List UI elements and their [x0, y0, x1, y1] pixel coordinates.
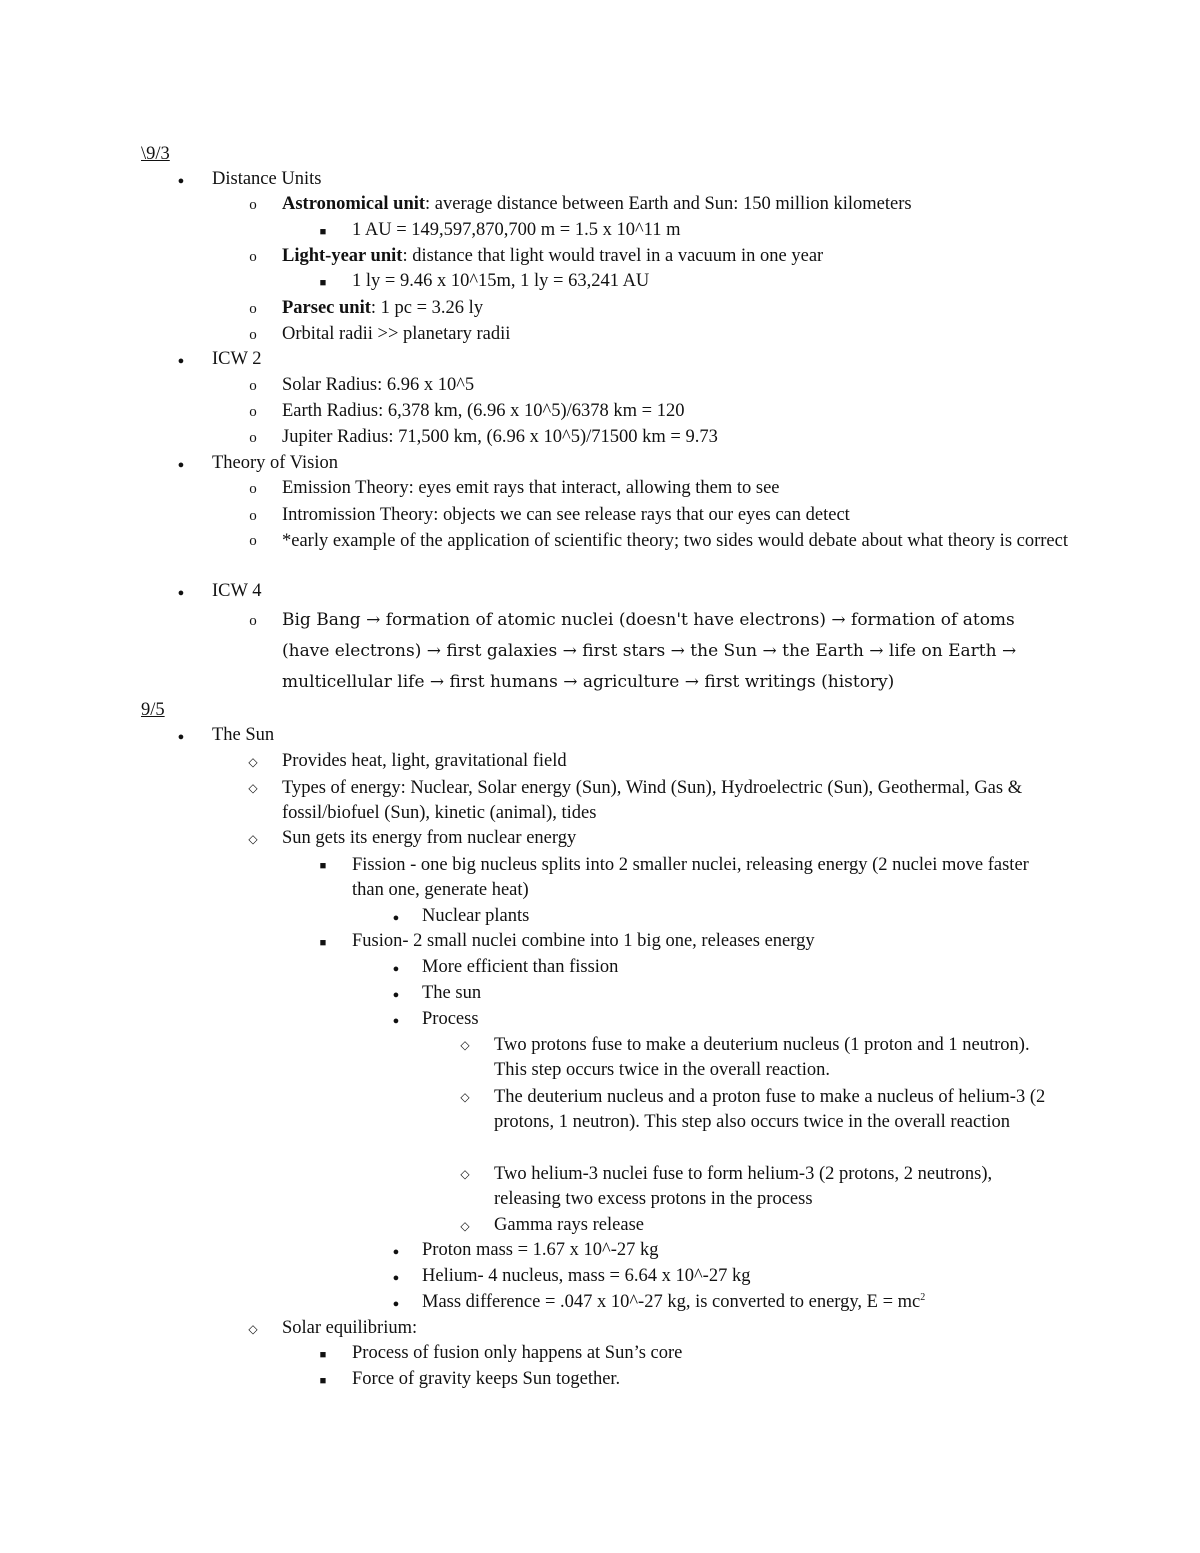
section-date: \9/3 [141, 144, 170, 164]
list-item: Gamma rays release [494, 1215, 644, 1235]
circle-bullet-icon [246, 374, 260, 397]
disc-bullet-icon [174, 452, 188, 476]
diamond-bullet-icon [246, 827, 260, 850]
section-date: 9/5 [141, 700, 165, 720]
list-item: Theory of Vision [212, 453, 338, 473]
disc-bullet-icon [389, 1265, 403, 1289]
list-item: Solar equilibrium: [282, 1318, 418, 1338]
term-label: Parsec unit [282, 298, 371, 318]
disc-bullet-icon [174, 348, 188, 372]
square-bullet-icon [316, 219, 330, 243]
list-item: Fission - one big nucleus splits into 2 smaller nuclei, releasing energy (2 nuclei move faster than one, generate heat) [352, 855, 1029, 900]
list-item: Proton mass = 1.67 x 10^-27 kg [422, 1240, 659, 1260]
list-item: Force of gravity keeps Sun together. [352, 1369, 621, 1389]
square-bullet-icon [316, 1368, 330, 1392]
square-bullet-icon [316, 930, 330, 954]
disc-bullet-icon [389, 1291, 403, 1315]
list-item [282, 245, 823, 267]
list-item: Provides heat, light, gravitational field [282, 751, 567, 771]
list-item [422, 1291, 925, 1313]
list-item [282, 297, 483, 319]
list-item: The sun [422, 983, 482, 1003]
term-definition: : distance that light would travel in a vacuum in one year [402, 246, 824, 266]
diamond-bullet-icon [458, 1162, 472, 1185]
list-item: Helium- 4 nucleus, mass = 6.64 x 10^-27 kg [422, 1266, 751, 1286]
circle-bullet-icon [246, 609, 260, 632]
diamond-bullet-icon [246, 776, 260, 799]
circle-bullet-icon [246, 245, 260, 268]
disc-bullet-icon [389, 1008, 403, 1032]
list-item: The deuterium nucleus and a proton fuse to make a nucleus of helium-3 (2 protons, 1 neutron). This step also occurs twice in the overall reaction [494, 1087, 1046, 1132]
list-item: Nuclear plants [422, 906, 530, 926]
list-item: Sun gets its energy from nuclear energy [282, 828, 577, 848]
circle-bullet-icon [246, 426, 260, 449]
list-item: 1 ly = 9.46 x 10^15m, 1 ly = 63,241 AU [352, 271, 650, 291]
circle-bullet-icon [246, 477, 260, 500]
list-item: ICW 2 [212, 349, 262, 369]
list-item: ICW 4 [212, 581, 262, 601]
list-item: The Sun [212, 725, 275, 745]
list-item: Jupiter Radius: 71,500 km, (6.96 x 10^5)/71500 km = 9.73 [282, 427, 718, 447]
term-definition: : 1 pc = 3.26 ly [370, 298, 484, 318]
diamond-bullet-icon [458, 1085, 472, 1108]
list-item: Two protons fuse to make a deuterium nucleus (1 proton and 1 neutron). This step occurs twice in the overall reaction. [494, 1035, 1030, 1080]
list-item: Process of fusion only happens at Sun’s core [352, 1343, 683, 1363]
list-item: Fusion- 2 small nuclei combine into 1 big one, releases energy [352, 931, 815, 951]
list-item: Process [422, 1009, 479, 1029]
disc-bullet-icon [174, 580, 188, 604]
list-item: Solar Radius: 6.96 x 10^5 [282, 375, 475, 395]
list-item: Types of energy: Nuclear, Solar energy (Sun), Wind (Sun), Hydroelectric (Sun), Geothermal, Gas & fossil/biofuel (Sun), kinetic (animal), tides [282, 778, 1023, 823]
term-definition: : average distance between Earth and Sun: 150 million kilometers [425, 194, 912, 214]
square-bullet-icon [316, 270, 330, 294]
circle-bullet-icon [246, 323, 260, 346]
list-item: Earth Radius: 6,378 km, (6.96 x 10^5)/6378 km = 120 [282, 401, 685, 421]
square-bullet-icon [316, 853, 330, 877]
disc-bullet-icon [389, 1239, 403, 1263]
disc-bullet-icon [389, 982, 403, 1006]
square-bullet-icon [316, 1342, 330, 1366]
list-item: More efficient than fission [422, 957, 619, 977]
diamond-bullet-icon [458, 1033, 472, 1056]
diamond-bullet-icon [246, 1317, 260, 1340]
disc-bullet-icon [389, 956, 403, 980]
diamond-bullet-icon [246, 750, 260, 773]
term-label: Light-year unit [282, 246, 403, 266]
disc-bullet-icon [174, 168, 188, 192]
circle-bullet-icon [246, 504, 260, 527]
diamond-bullet-icon [458, 1214, 472, 1237]
circle-bullet-icon [246, 193, 260, 216]
list-item: Orbital radii >> planetary radii [282, 324, 511, 344]
disc-bullet-icon [174, 724, 188, 748]
disc-bullet-icon [389, 905, 403, 929]
circle-bullet-icon [246, 400, 260, 423]
list-item: Two helium-3 nuclei fuse to form helium-3 (2 protons, 2 neutrons), releasing two excess protons in the process [494, 1164, 993, 1209]
formula-text: Mass difference = .047 x 10^-27 kg, is converted to energy, E = mc [422, 1292, 921, 1312]
list-item: Emission Theory: eyes emit rays that interact, allowing them to see [282, 478, 780, 498]
list-item: Distance Units [212, 169, 322, 189]
list-item [282, 193, 912, 215]
list-item: Big Bang → formation of atomic nuclei (doesn't have electrons) → formation of atoms (have electrons) → first galaxies → first stars → the Sun → the Earth → life on Earth → multicellular life → first humans → agriculture → first writings (history) [282, 610, 1017, 692]
circle-bullet-icon [246, 297, 260, 320]
circle-bullet-icon [246, 529, 260, 552]
term-label: Astronomical unit [282, 194, 426, 214]
superscript: 2 [920, 1291, 926, 1303]
list-item: *early example of the application of scientific theory; two sides would debate about what theory is correct [282, 531, 1068, 551]
list-item: Intromission Theory: objects we can see release rays that our eyes can detect [282, 505, 850, 525]
list-item: 1 AU = 149,597,870,700 m = 1.5 x 10^11 m [352, 220, 681, 240]
